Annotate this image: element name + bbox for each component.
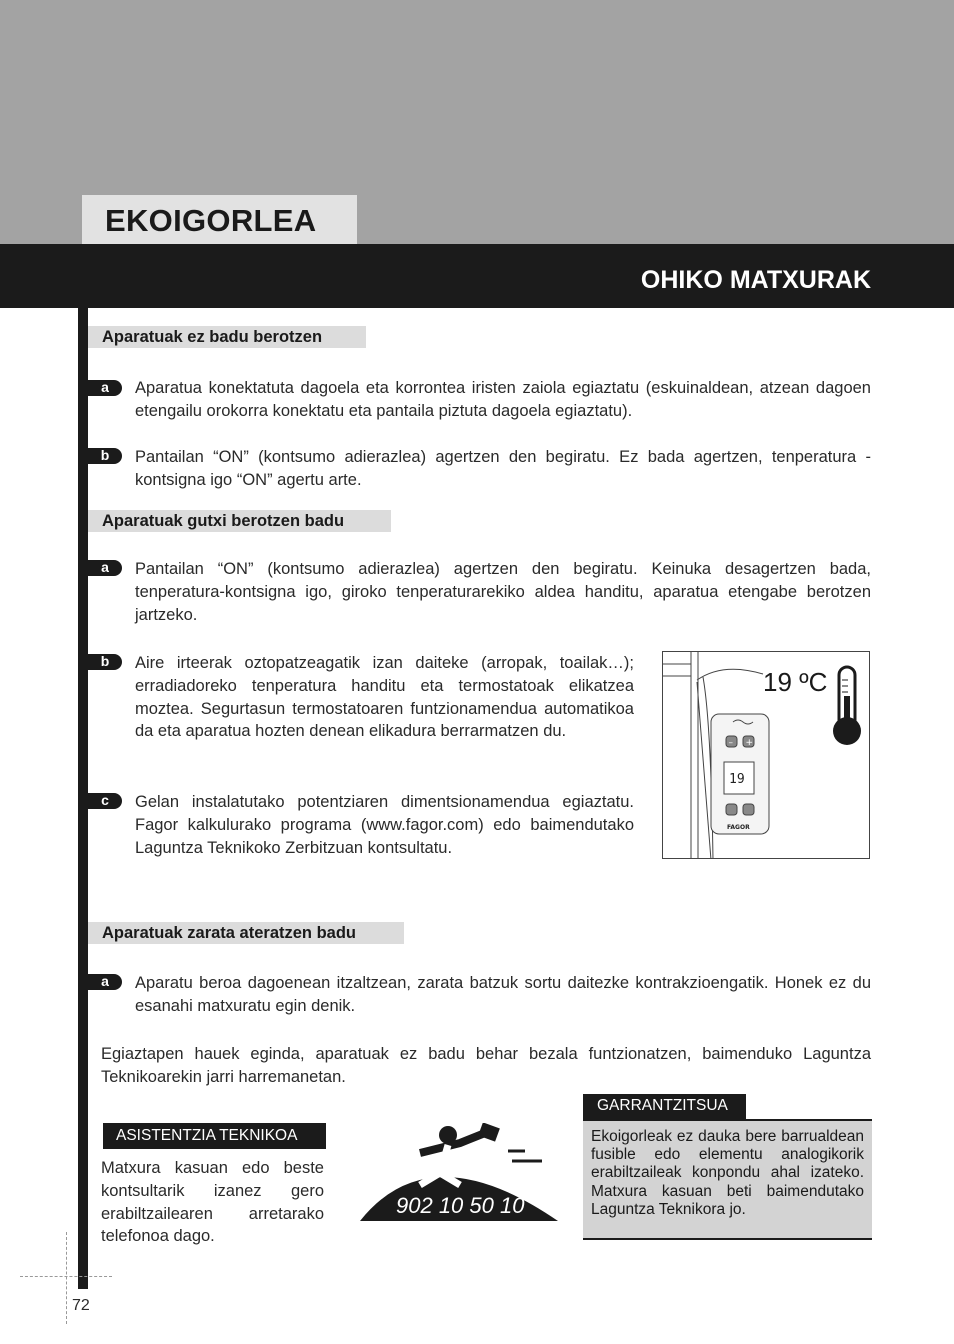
section-heading-no-heat: Aparatuak ez badu berotzen [88, 326, 366, 348]
svg-text:+: + [745, 738, 754, 748]
temperature-readout: 19 ºC [763, 667, 828, 697]
item-badge: a [88, 560, 122, 576]
item-badge: a [88, 380, 122, 396]
item-text: Aire irteerak oztopatzeagatik izan daiteke (arropak, toailak…); erradiadoreko tenperatura handitu eta termostatoak elikatzea moztea. Segurtasun termostatoaren funtzionamendua automatikoa da eta aparatua hozten denean elikadura berrarmatzen du. [135, 654, 634, 741]
brand-logo: FAGOR [727, 824, 750, 831]
important-label: GARRANTZITSUA [583, 1094, 746, 1119]
svg-text:–: – [728, 738, 733, 748]
display-digits: 19 [729, 772, 745, 787]
assistance-text: Matxura kasuan edo beste kontsultarik izanez gero erabiltzailearen arretarako telefonoa dago. [101, 1159, 324, 1246]
item-badge: b [88, 448, 122, 464]
technician-icon [360, 1123, 560, 1223]
item-text: Pantailan “ON” (kontsumo adierazlea) agertzen den begiratu. Ez bada agertzen, tenperatura -kontsigna igo “ON” agertu arte. [135, 448, 871, 489]
item-badge: a [88, 974, 122, 990]
phone-graphic [360, 1123, 560, 1223]
phone-number: 902 10 50 10 [396, 1193, 525, 1218]
item-text: Aparatua konektatuta dagoela eta korrontea iristen zaiola egiaztatu (eskuinaldean, atzean dagoen etengailu orokorra konektatu eta pantaila piztuta dagoela egiaztatu). [135, 379, 871, 420]
left-rule [78, 308, 88, 1289]
item-text: Aparatu beroa dagoenean itzaltzean, zarata batzuk sortu daitezke kontrakzioengatik. Honek ez du esanahi matxuratu egin denik. [135, 974, 871, 1015]
item-badge: b [88, 654, 122, 670]
important-text: Ekoigorleak ez dauka bere barrualdean fusible edo elementu analogikorik erabiltzaileak konpondu ahal izateko. Matxura kasuan beti baimendutako Laguntza Teknikora jo. [583, 1119, 872, 1240]
item-text: Pantailan “ON” (kontsumo adierazlea) agertzen den begiratu. Keinuka desagertzen bada, tenperatura-kontsigna igo, giroko tenperaturarekiko aldea handitu, aparatua etengabe berotzen jartzeko. [135, 560, 871, 624]
item-badge: c [88, 793, 122, 809]
page-title: EKOIGORLEA [82, 195, 357, 244]
page-subtitle: OHIKO MATXURAK [640, 266, 871, 294]
section-heading-noise: Aparatuak zarata ateratzen badu [88, 922, 404, 944]
assistance-label: ASISTENTZIA TEKNIKOA [103, 1123, 326, 1149]
crop-mark [66, 1232, 67, 1324]
page-number: 72 [72, 1297, 90, 1314]
item-text: Gelan instalatutako potentziaren dimentsionamendua egiaztatu. Fagor kalkulurako programa (www.fagor.com) edo baimendutako Laguntza Teknikoko Zerbitzuan kontsultatu. [135, 793, 634, 857]
section-heading-low-heat: Aparatuak gutxi berotzen badu [88, 510, 391, 532]
closing-text: Egiaztapen hauek eginda, aparatuak ez badu behar bezala funtzionatzen, baimenduko Laguntza Teknikoarekin jarri harremanetan. [101, 1045, 871, 1086]
